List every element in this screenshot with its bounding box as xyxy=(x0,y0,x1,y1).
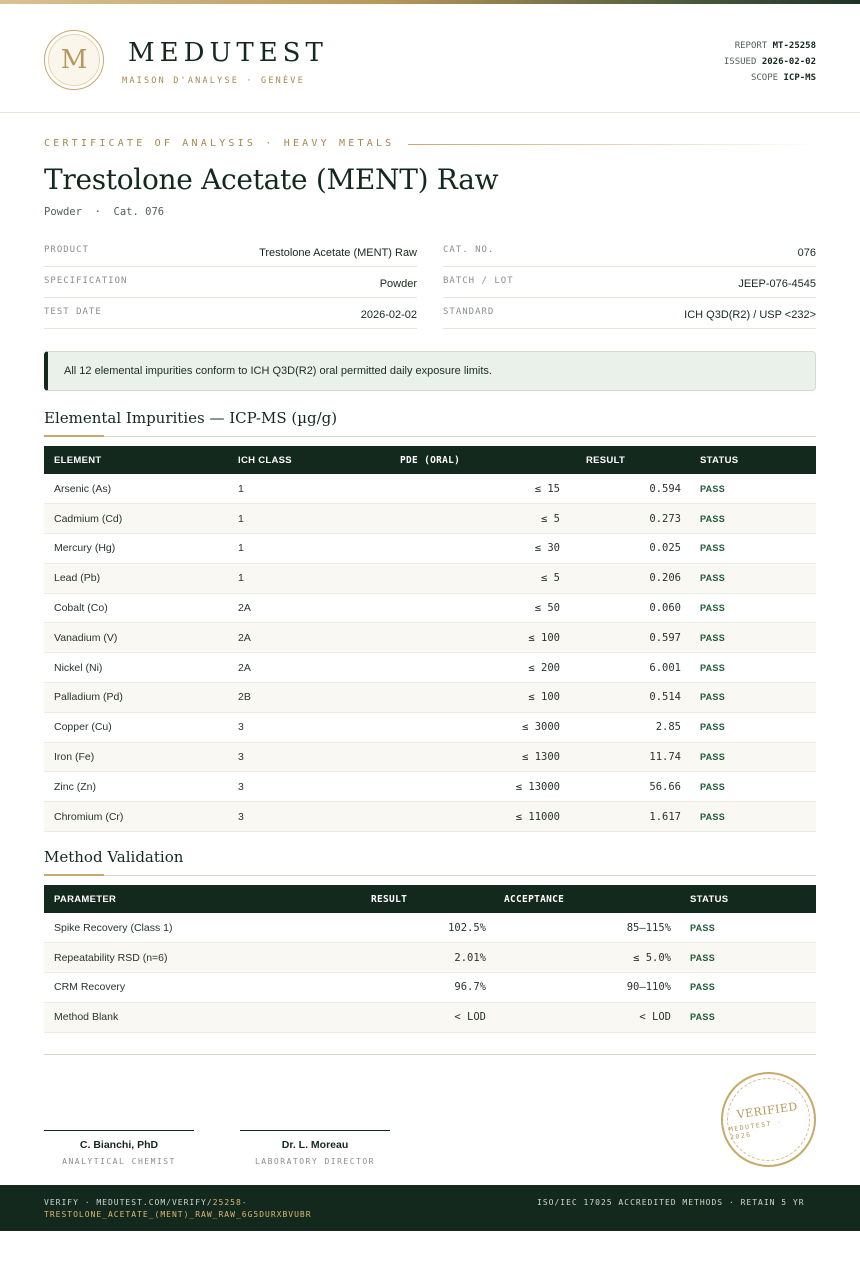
pde-cell: ≤ 5 xyxy=(373,563,560,593)
pde-cell: ≤ 100 xyxy=(373,683,560,713)
pde-cell: ≤ 50 xyxy=(373,593,560,623)
notice-text: All 12 elemental impurities conform to ICH Q3D(R2) oral permitted daily exposure limits. xyxy=(64,365,492,377)
result-cell: 0.025 xyxy=(560,534,681,564)
result-cell: 56.66 xyxy=(560,772,681,802)
section-divider xyxy=(44,436,816,437)
report-meta xyxy=(724,38,816,86)
info-value: JEEP-076-4545 xyxy=(738,278,816,290)
eyebrow-divider xyxy=(408,144,816,145)
column-header: RESULT xyxy=(586,454,626,466)
acceptance-cell: < LOD xyxy=(486,1002,671,1032)
element-cell: Zinc (Zn) xyxy=(44,772,238,802)
result-cell: 6.001 xyxy=(560,653,681,683)
result-cell: 0.594 xyxy=(560,474,681,504)
verified-stamp xyxy=(721,1072,816,1167)
page-footer xyxy=(0,1185,860,1231)
brand-name: MEDUTEST xyxy=(128,38,328,68)
table-row xyxy=(44,712,816,742)
status-badge: PASS xyxy=(681,563,816,593)
element-cell: Palladium (Pd) xyxy=(44,683,238,713)
info-key: BATCH / LOT xyxy=(443,276,514,286)
element-cell: Lead (Pb) xyxy=(44,563,238,593)
ich-class-cell: 2A xyxy=(238,653,373,683)
pde-cell: ≤ 13000 xyxy=(373,772,560,802)
result-cell: 11.74 xyxy=(560,742,681,772)
info-column-right xyxy=(443,236,816,329)
pde-cell: ≤ 1300 xyxy=(373,742,560,772)
section-accent xyxy=(44,435,104,437)
info-row xyxy=(44,236,417,267)
report-number-label: REPORT xyxy=(734,41,768,51)
signatory-role: LABORATORY DIRECTOR xyxy=(254,1157,375,1166)
pde-cell: ≤ 100 xyxy=(373,623,560,653)
status-badge: PASS xyxy=(671,973,816,1003)
status-badge: PASS xyxy=(671,1002,816,1032)
table-row xyxy=(44,802,816,832)
info-value: ICH Q3D(R2) / USP <232> xyxy=(684,309,816,321)
status-badge: PASS xyxy=(681,772,816,802)
info-value: 076 xyxy=(797,247,816,259)
validation-section-title: Method Validation xyxy=(44,848,184,866)
ich-class-cell: 1 xyxy=(238,504,373,534)
status-badge: PASS xyxy=(681,593,816,623)
ich-class-cell: 1 xyxy=(238,474,373,504)
impurities-table-body xyxy=(44,474,816,832)
scope-value: ICP-MS xyxy=(783,73,816,83)
verify-link[interactable] xyxy=(44,1197,374,1221)
stamp-inner xyxy=(722,1073,816,1167)
status-badge: PASS xyxy=(681,504,816,534)
status-badge: PASS xyxy=(671,943,816,973)
info-value: 2026-02-02 xyxy=(360,309,417,321)
result-cell: 0.514 xyxy=(560,683,681,713)
info-column-left xyxy=(44,236,417,329)
table-row xyxy=(44,913,816,943)
result-cell: 102.5% xyxy=(311,913,486,943)
impurities-section-title: Elemental Impurities — ICP-MS (µg/g) xyxy=(44,409,338,427)
stamp-sub-text: MEDUTEST · 2026 xyxy=(728,1117,784,1141)
scope-label: SCOPE xyxy=(750,73,779,83)
column-header: ELEMENT xyxy=(54,454,102,466)
issued-label: ISSUED xyxy=(723,57,757,67)
table-row xyxy=(44,563,816,593)
pde-cell: ≤ 30 xyxy=(373,534,560,564)
info-key: CAT. NO. xyxy=(443,245,495,255)
column-header: PDE (ORAL) xyxy=(400,454,461,466)
table-row xyxy=(44,973,816,1003)
conformity-notice xyxy=(44,351,816,391)
result-cell: 96.7% xyxy=(311,973,486,1003)
info-row xyxy=(44,298,417,329)
ich-class-cell: 2A xyxy=(238,623,373,653)
info-key: SPECIFICATION xyxy=(44,276,128,286)
table-row xyxy=(44,504,816,534)
parameter-cell: CRM Recovery xyxy=(44,973,311,1003)
acceptance-cell: 85–115% xyxy=(486,913,671,943)
section-divider xyxy=(44,875,816,876)
info-key: PRODUCT xyxy=(44,245,89,255)
element-cell: Cobalt (Co) xyxy=(44,593,238,623)
signature-block xyxy=(240,1130,390,1166)
table-header-row xyxy=(44,885,816,913)
page-header xyxy=(0,4,860,113)
ich-class-cell: 3 xyxy=(238,772,373,802)
stamp-main-text: VERIFIED xyxy=(735,1099,799,1121)
table-row xyxy=(44,534,816,564)
result-cell: < LOD xyxy=(311,1002,486,1032)
column-header: PARAMETER xyxy=(54,893,117,905)
result-cell: 2.01% xyxy=(311,943,486,973)
acceptance-cell: ≤ 5.0% xyxy=(486,943,671,973)
element-cell: Cadmium (Cd) xyxy=(44,504,238,534)
table-row xyxy=(44,683,816,713)
element-cell: Arsenic (As) xyxy=(44,474,238,504)
issued-line xyxy=(724,54,816,70)
result-cell: 0.597 xyxy=(560,623,681,653)
ich-class-cell: 3 xyxy=(238,802,373,832)
accreditation-note: ISO/IEC 17025 ACCREDITED METHODS · RETAIN 5 YR xyxy=(537,1198,805,1207)
verify-prefix: VERIFY · MEDUTEST.COM/VERIFY/ xyxy=(44,1198,213,1207)
verify-code: 25258-TRESTOLONE_ACETATE_(MENT)_RAW_RAW_6G5DURXBVUBR xyxy=(44,1198,312,1219)
document-eyebrow: CERTIFICATE OF ANALYSIS · HEAVY METALS xyxy=(44,138,395,149)
result-cell: 2.85 xyxy=(560,712,681,742)
parameter-cell: Repeatability RSD (n=6) xyxy=(44,943,311,973)
section-accent xyxy=(44,874,104,876)
brand-logo xyxy=(44,30,104,90)
info-value: Trestolone Acetate (MENT) Raw xyxy=(259,247,417,259)
status-badge: PASS xyxy=(681,712,816,742)
element-cell: Mercury (Hg) xyxy=(44,534,238,564)
element-cell: Iron (Fe) xyxy=(44,742,238,772)
element-cell: Vanadium (V) xyxy=(44,623,238,653)
signature-divider xyxy=(44,1054,816,1055)
element-cell: Nickel (Ni) xyxy=(44,653,238,683)
table-row xyxy=(44,623,816,653)
element-cell: Chromium (Cr) xyxy=(44,802,238,832)
table-header-row xyxy=(44,446,816,474)
table-row xyxy=(44,653,816,683)
brand-tagline: MAISON D'ANALYSE · GENÈVE xyxy=(122,76,305,86)
logo-letter: M xyxy=(48,34,100,86)
table-row xyxy=(44,593,816,623)
validation-table-body xyxy=(44,913,816,1032)
column-header: ACCEPTANCE xyxy=(504,893,565,905)
info-value: Powder xyxy=(379,278,417,290)
acceptance-cell: 90–110% xyxy=(486,973,671,1003)
ich-class-cell: 2B xyxy=(238,683,373,713)
status-badge: PASS xyxy=(681,742,816,772)
pde-cell: ≤ 15 xyxy=(373,474,560,504)
table-row xyxy=(44,742,816,772)
status-badge: PASS xyxy=(681,534,816,564)
page-subtitle: Powder · Cat. 076 xyxy=(44,206,165,218)
page-title: Trestolone Acetate (MENT) Raw xyxy=(44,163,499,196)
column-header: STATUS xyxy=(690,893,729,905)
info-row xyxy=(443,298,816,329)
table-row xyxy=(44,1002,816,1032)
status-badge: PASS xyxy=(681,802,816,832)
signatory-role: ANALYTICAL CHEMIST xyxy=(62,1157,176,1166)
status-badge: PASS xyxy=(681,653,816,683)
table-row xyxy=(44,772,816,802)
parameter-cell: Spike Recovery (Class 1) xyxy=(44,913,311,943)
table-row xyxy=(44,474,816,504)
impurities-table xyxy=(44,446,816,832)
result-cell: 1.617 xyxy=(560,802,681,832)
info-row xyxy=(443,267,816,298)
table-row xyxy=(44,943,816,973)
pde-cell: ≤ 11000 xyxy=(373,802,560,832)
info-row xyxy=(443,236,816,267)
info-row xyxy=(44,267,417,298)
report-number-value: MT-25258 xyxy=(772,41,816,51)
ich-class-cell: 1 xyxy=(238,534,373,564)
status-badge: PASS xyxy=(681,683,816,713)
ich-class-cell: 3 xyxy=(238,712,373,742)
report-number-line xyxy=(724,38,816,54)
scope-line xyxy=(724,70,816,86)
signatory-name: Dr. L. Moreau xyxy=(281,1139,349,1151)
signatory-name: C. Bianchi, PhD xyxy=(79,1139,159,1151)
pde-cell: ≤ 5 xyxy=(373,504,560,534)
issued-value: 2026-02-02 xyxy=(761,57,816,67)
pde-cell: ≤ 3000 xyxy=(373,712,560,742)
validation-table xyxy=(44,885,816,1033)
result-cell: 0.060 xyxy=(560,593,681,623)
signature-block xyxy=(44,1130,194,1166)
status-badge: PASS xyxy=(671,913,816,943)
ich-class-cell: 3 xyxy=(238,742,373,772)
column-header: STATUS xyxy=(700,454,739,466)
info-key: STANDARD xyxy=(443,307,495,317)
parameter-cell: Method Blank xyxy=(44,1002,311,1032)
result-cell: 0.206 xyxy=(560,563,681,593)
ich-class-cell: 1 xyxy=(238,563,373,593)
result-cell: 0.273 xyxy=(560,504,681,534)
info-key: TEST DATE xyxy=(44,307,102,317)
pde-cell: ≤ 200 xyxy=(373,653,560,683)
column-header: RESULT xyxy=(371,893,408,905)
column-header: ICH CLASS xyxy=(238,454,292,466)
element-cell: Copper (Cu) xyxy=(44,712,238,742)
status-badge: PASS xyxy=(681,474,816,504)
ich-class-cell: 2A xyxy=(238,593,373,623)
status-badge: PASS xyxy=(681,623,816,653)
